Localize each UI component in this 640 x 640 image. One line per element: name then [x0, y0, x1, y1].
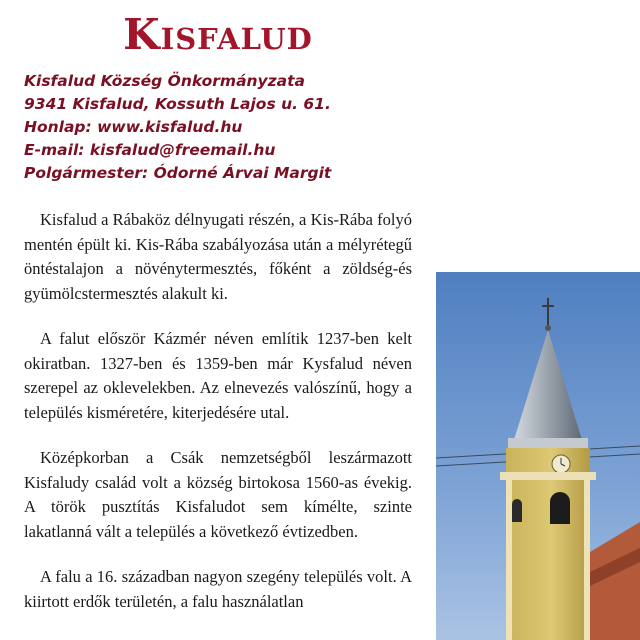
paragraph-16th-century — [24, 565, 412, 614]
paragraph-location — [24, 208, 412, 306]
paragraph-text: Középkorban a Csák nemzetségből leszármazott Kisfaludy család volt a község birtokosa 1560-as évekig. A török pusztítás Kisfaludot sem kímélte, szinte lakatlanná vált a település a következő évtizedben. — [24, 448, 412, 541]
church-tower-image — [436, 272, 640, 640]
contact-address: 9341 Kisfalud, Kossuth Lajos u. 61. — [24, 95, 331, 113]
paragraph-history — [24, 327, 412, 425]
paragraph-middle-ages — [24, 446, 412, 544]
contact-municipality: Kisfalud Község Önkormányzata — [24, 72, 306, 90]
paragraph-text: A falu a 16. században nagyon szegény település volt. A kiirtott erdők területén, a falu használatlan — [24, 567, 412, 611]
paragraph-text: A falut először Kázmér néven említik 1237-ben kelt okiratban. 1327-ben és 1359-ben már Kysfalud néven szerepel az oklevelekben. Az elnevezés valószínű, hogy a település kisméretére, kiterjedésére utal. — [24, 329, 412, 422]
contact-mayor: Polgármester: Ódorné Árvai Margit — [24, 164, 332, 182]
contact-email: E-mail: kisfalud@freemail.hu — [24, 141, 276, 159]
left-column — [24, 0, 412, 614]
church-photo — [436, 272, 640, 640]
paragraph-text: Kisfalud a Rábaköz délnyugati részén, a Kis-Rába folyó mentén épült ki. Kis-Rába szabályozása után a mélyrétegű öntéstalajon a növénytermesztés, főként a zöldség-és gyümölcstermesztés alakult ki. — [24, 210, 412, 303]
page-title: Kisfalud — [123, 10, 313, 59]
contact-block — [24, 70, 412, 185]
contact-website: Honlap: www.kisfalud.hu — [24, 118, 243, 136]
